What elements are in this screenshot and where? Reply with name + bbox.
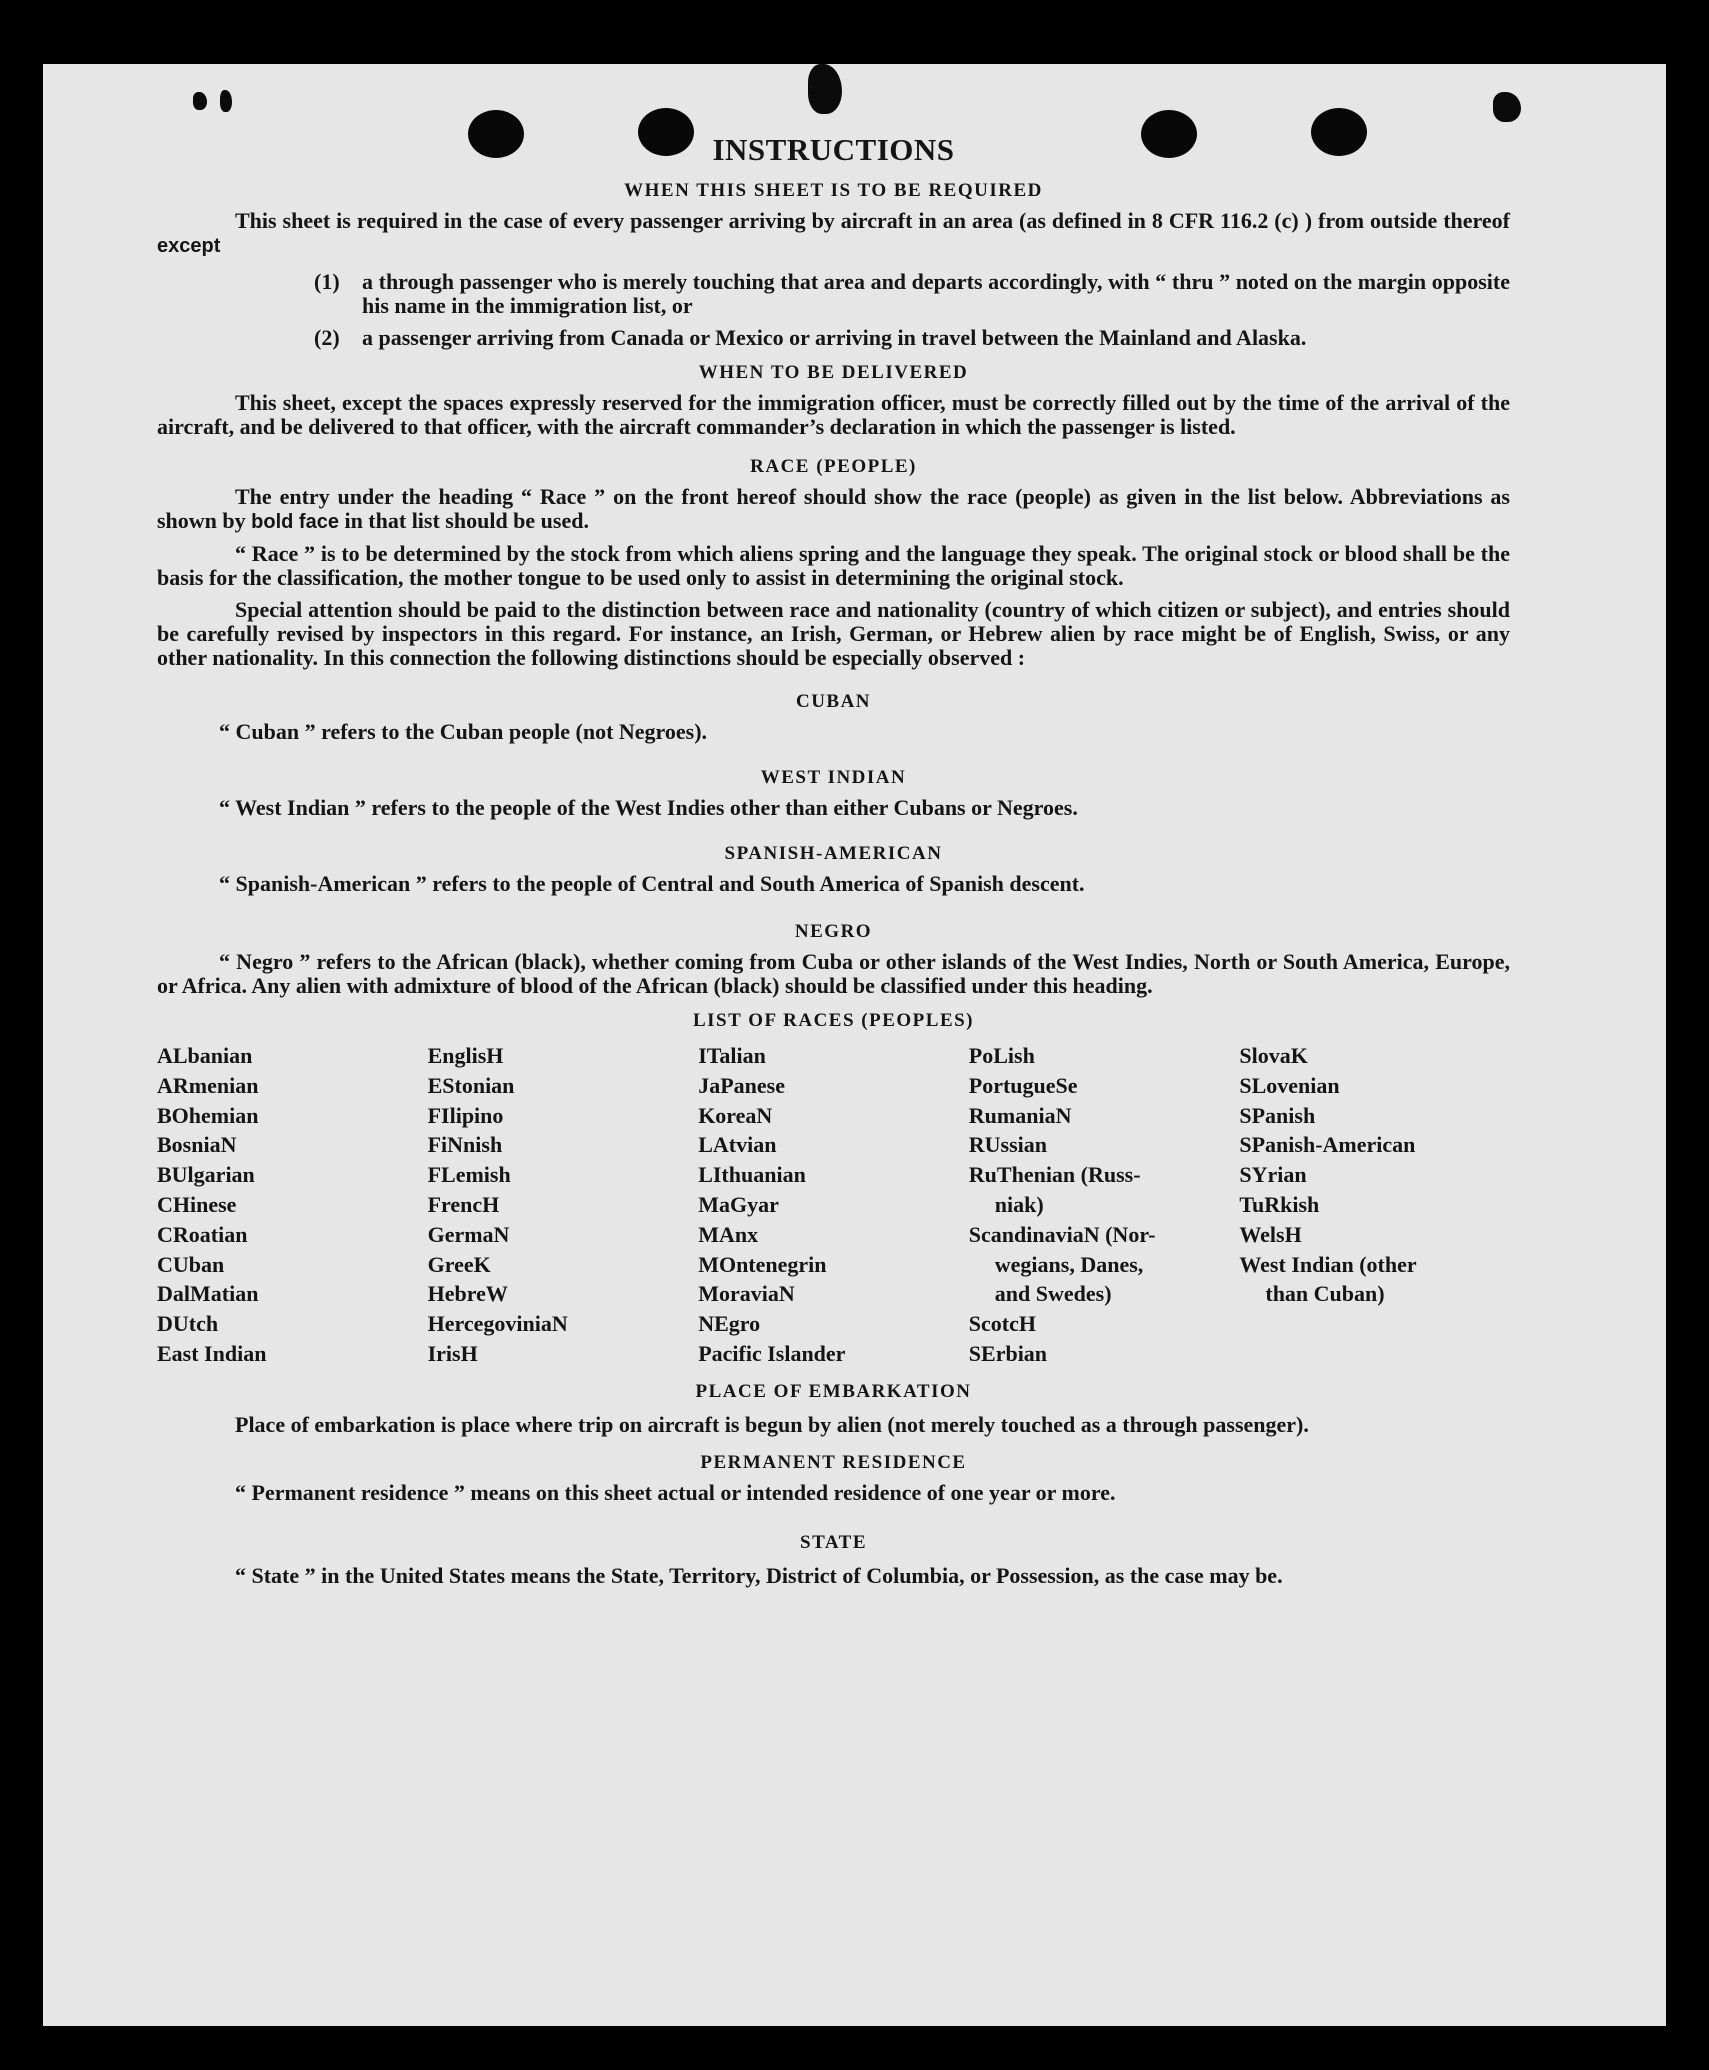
heading-embarkation: PLACE OF EMBARKATION xyxy=(695,1380,972,1402)
races-column xyxy=(1239,1041,1510,1369)
race-item: FiNnish xyxy=(427,1132,503,1158)
race-item-continuation: wegians, Danes, xyxy=(994,1251,1144,1277)
race-item: RuThenian (Russ- xyxy=(968,1162,1141,1188)
race-item: FLemish xyxy=(427,1162,511,1188)
race-paragraph-3: Special attention should be paid to the distinction between race and nationality (country of which citizen or subject), and entries should be carefully revised by inspectors in this regard. For instance, an Irish, German, or Hebrew alien by race might be of English, Swiss, or any other nationality. In this connection the following distinctions should be especially observed : xyxy=(157,597,1510,670)
delivered-text: This sheet, except the spaces expressly reserved for the immigration officer, must be correctly filled out by the time of the arrival of the aircraft, and be delivered to that officer, with the aircraft commander’s declaration in which the passenger is listed. xyxy=(157,390,1510,439)
race-paragraph-2: “ Race ” is to be determined by the stock from which aliens spring and the language they speak. The original stock or blood shall be the basis for the classification, the mother tongue to be used only to assist in determining the original stock. xyxy=(157,541,1510,590)
race-item: ARmenian xyxy=(157,1072,259,1098)
race-item: SErbian xyxy=(968,1340,1048,1366)
race-item: MoraviaN xyxy=(698,1281,795,1307)
race-item: SPanish-American xyxy=(1239,1132,1416,1158)
race-item: LAtvian xyxy=(698,1132,777,1158)
exception-item: (2) a passenger arriving from Canada or Mexico or arriving in travel between the Mainland and Alaska. xyxy=(314,325,1307,350)
race-item: CUban xyxy=(157,1251,225,1277)
ink-blot xyxy=(808,64,842,114)
ink-blot xyxy=(193,92,207,110)
race-item: KoreaN xyxy=(698,1102,773,1128)
races-column xyxy=(428,1041,699,1369)
race-item: SYrian xyxy=(1239,1162,1307,1188)
race-item: MAnx xyxy=(698,1221,759,1247)
race-item: BosniaN xyxy=(157,1132,237,1158)
heading-west-indian: WEST INDIAN xyxy=(760,767,907,788)
race-item: RumaniaN xyxy=(968,1102,1072,1128)
heading-list-of-races: LIST OF RACES (PEOPLES) xyxy=(692,1010,975,1031)
ink-blot xyxy=(220,90,232,112)
heading-negro: NEGRO xyxy=(794,921,873,942)
state-text: “ State ” in the United States means the State, Territory, District of Columbia, or Possession, as the case may be. xyxy=(235,1562,1283,1588)
race-item: West Indian (other xyxy=(1239,1251,1417,1277)
race-item: CRoatian xyxy=(157,1221,248,1247)
race-item: BUlgarian xyxy=(157,1162,255,1188)
race-item: ITalian xyxy=(698,1043,766,1068)
race-item: East Indian xyxy=(157,1340,267,1366)
race-item: BOhemian xyxy=(157,1102,259,1128)
races-column xyxy=(969,1041,1240,1369)
race-item: GermaN xyxy=(427,1221,510,1247)
cuban-text: “ Cuban ” refers to the Cuban people (not Negroes). xyxy=(219,719,708,744)
race-item: FIlipino xyxy=(427,1102,504,1128)
race-item: TuRkish xyxy=(1239,1191,1320,1217)
exception-item: (1) a through passenger who is merely touching that area and departs accordingly, with “ thru ” noted on the margin opposite his name in the immigration list, or xyxy=(314,269,1510,318)
race-item: SlovaK xyxy=(1239,1043,1308,1068)
page-title: INSTRUCTIONS xyxy=(712,132,955,167)
race-item: MaGyar xyxy=(698,1191,779,1217)
race-item: LIthuanian xyxy=(698,1162,806,1188)
embarkation-text: Place of embarkation is place where trip on aircraft is begun by alien (not merely touched as a through passenger). xyxy=(235,1411,1309,1437)
race-item: ALbanian xyxy=(157,1043,253,1068)
race-item: DUtch xyxy=(157,1311,219,1337)
races-column xyxy=(157,1041,428,1369)
race-item: IrisH xyxy=(427,1340,478,1366)
race-item: RUssian xyxy=(968,1132,1048,1158)
heading-spanish-american: SPANISH-AMERICAN xyxy=(724,843,943,864)
race-item: GreeK xyxy=(427,1251,491,1277)
race-item: JaPanese xyxy=(698,1072,785,1098)
race-item: ScandinaviaN (Nor- xyxy=(968,1221,1156,1247)
race-item: MOntenegrin xyxy=(698,1251,827,1277)
race-item: SPanish xyxy=(1239,1102,1316,1128)
races-column xyxy=(698,1041,969,1369)
race-item: Pacific Islander xyxy=(698,1340,846,1366)
races-list xyxy=(157,1041,1510,1369)
race-item-continuation: niak) xyxy=(994,1191,1044,1217)
race-item: SLovenian xyxy=(1239,1072,1340,1098)
heading-permanent-residence: PERMANENT RESIDENCE xyxy=(700,1451,967,1473)
negro-text: “ Negro ” refers to the African (black), whether coming from Cuba or other islands of the West Indies, North or South America, Europe, or Africa. Any alien with admixture of blood of the African (black) should be classified under this heading. xyxy=(157,949,1510,998)
race-item: PortugueSe xyxy=(968,1072,1078,1098)
race-item-continuation: than Cuban) xyxy=(1265,1281,1385,1307)
ink-blot xyxy=(1493,92,1521,122)
heading-when-delivered: WHEN TO BE DELIVERED xyxy=(698,362,969,383)
race-item: NEgro xyxy=(698,1311,761,1337)
race-item: DalMatian xyxy=(157,1281,259,1307)
residence-text: “ Permanent residence ” means on this sheet actual or intended residence of one year or more. xyxy=(235,1479,1116,1505)
spanish-american-text: “ Spanish-American ” refers to the people of Central and South America of Spanish descent. xyxy=(219,871,1085,896)
race-paragraph-1: The entry under the heading “ Race ” on the front hereof should show the race (people) as given in the list below. Abbreviations as shown by bold face in that list should be used. xyxy=(157,484,1510,533)
race-item: HebreW xyxy=(427,1281,508,1307)
race-item: FrencH xyxy=(427,1191,500,1217)
race-item: PoLish xyxy=(968,1043,1035,1068)
heading-when-required: WHEN THIS SHEET IS TO BE REQUIRED xyxy=(624,180,1043,201)
instructions-content xyxy=(157,122,1510,1591)
race-item: ScotcH xyxy=(968,1311,1036,1337)
race-item-continuation: and Swedes) xyxy=(994,1281,1112,1307)
race-item: CHinese xyxy=(157,1191,237,1217)
heading-state: STATE xyxy=(800,1531,867,1553)
heading-race: RACE (PEOPLE) xyxy=(750,456,917,477)
race-item: HercegoviniaN xyxy=(427,1311,568,1337)
west-indian-text: “ West Indian ” refers to the people of the West Indies other than either Cubans or Negroes. xyxy=(219,795,1078,820)
race-item: EStonian xyxy=(427,1072,515,1098)
race-item: EnglisH xyxy=(427,1043,504,1068)
race-item: WelsH xyxy=(1239,1221,1302,1247)
required-intro: This sheet is required in the case of every passenger arriving by aircraft in an area (as defined in 8 CFR 116.2 (c) ) from outside thereof except xyxy=(157,208,1510,257)
heading-cuban: CUBAN xyxy=(795,691,872,712)
